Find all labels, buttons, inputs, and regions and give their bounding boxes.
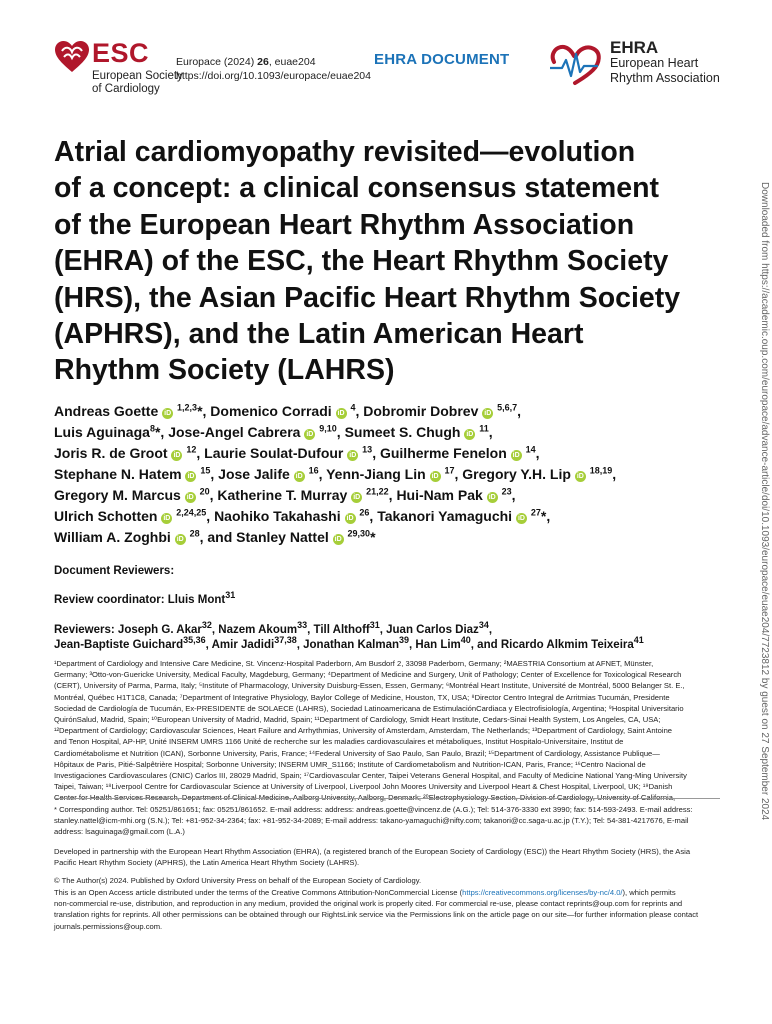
title-line: Rhythm Society (LAHRS) (54, 354, 395, 387)
corresponding-author-note (54, 804, 720, 838)
author-affiliation-sup: 14 (525, 444, 536, 455)
author-name[interactable]: Joris R. de Groot (54, 445, 168, 461)
reviewer-sup: 32 (201, 620, 212, 631)
footnote-divider (54, 798, 720, 799)
license-line: non-commercial re-use, distribution, and reproduction in any medium, provided the original work is properly cited. For commercial re-use, please contact reprints@oup.com for reprints and (54, 899, 683, 909)
article-title (54, 134, 714, 389)
orcid-icon[interactable]: iD (334, 536, 342, 543)
reviewers-list (54, 620, 714, 653)
affiliation-line: Hôpitaux de Paris, Pitié-Salpêtrière Hospital; Sorbonne University; INSERM UMR_S1166; Institute of Cardiometabolism and Nutrition-ICAN, Paris, France; ¹⁶Centro Nacional de (54, 759, 646, 769)
reviewer-text: , Nazem Akoum (211, 624, 298, 636)
orcid-icon[interactable]: iD (306, 431, 314, 438)
author-separator: , (355, 403, 364, 419)
review-coordinator-sup: 31 (225, 590, 236, 601)
download-watermark (760, 182, 772, 917)
reviewer-text: , Han Lim (409, 639, 461, 651)
reviewer-text: Jean-Baptiste Guichard (54, 639, 184, 651)
reviewer-sup: 31 (369, 620, 380, 631)
esc-subtitle-line: of Cardiology (92, 83, 160, 95)
author-affiliation-sup: 20 (199, 486, 210, 497)
author-separator: *, (540, 508, 551, 524)
reviewer-sup: 39 (399, 635, 410, 646)
orcid-icon[interactable]: iD (488, 494, 496, 501)
author-affiliation-sup: 21,22 (366, 486, 389, 497)
author-separator: , (535, 445, 540, 461)
author-name[interactable]: Naohiko Takahashi (214, 508, 341, 524)
author-name[interactable]: Dobromir Dobrev (363, 403, 479, 419)
author-separator: , and (199, 529, 237, 545)
orcid-icon[interactable]: iD (186, 494, 194, 501)
orcid-icon[interactable]: iD (512, 452, 520, 459)
author-name[interactable]: Laurie Soulat-Dufour (204, 445, 344, 461)
footnote-line: Developed in partnership with the European Heart Rhythm Association (EHRA), (a registered branch of the European Society of Cardiology (ESC)) the Heart Rhythm Society (HRS), the Asia (54, 847, 691, 856)
author-separator: , (517, 403, 522, 419)
author-affiliation-sup: 29,30 (347, 528, 371, 539)
reviewer-text: , Till Althoff (307, 624, 370, 636)
orcid-icon[interactable]: iD (484, 410, 492, 417)
author-affiliation-sup: 16 (308, 465, 319, 476)
author-name[interactable]: Stanley Nattel (236, 529, 329, 545)
author-separator: , (209, 487, 218, 503)
author-name[interactable]: William A. Zoghbi (54, 529, 171, 545)
author-name[interactable]: Sumeet S. Chugh (344, 424, 461, 440)
orcid-icon[interactable]: iD (576, 473, 584, 480)
orcid-icon[interactable]: iD (353, 494, 361, 501)
orcid-icon[interactable]: iD (295, 473, 303, 480)
reviewer-sup: 33 (297, 620, 308, 631)
footnote-line: * Corresponding author. Tel: 05251/861651; fax: 05251/861652. E-mail address: address: andreas.goette@vincenz.de (A.G.); Tel: 514-376-3330 ext 3990; fax: 514-593-2493. E-mail address: (54, 805, 693, 814)
author-name[interactable]: Andreas Goette (54, 403, 159, 419)
author-separator: , (372, 445, 380, 461)
orcid-icon[interactable]: iD (517, 515, 525, 522)
affiliation-line: ¹²Department of Cardiology; Cardiovascular Sciences, Heart Failure and Arrhythmias, University of Amsterdam, Amsterdam, The Netherlands; ¹³Department of Cardiology, Saint Antoine (54, 726, 673, 736)
ehra-subtitle-line: Rhythm Association (610, 70, 720, 85)
author-name[interactable]: Domenico Corradi (210, 403, 332, 419)
title-line: (APHRS), and the Latin American Heart (54, 318, 584, 351)
author-separator: , (336, 424, 345, 440)
copyright-note (54, 875, 720, 886)
author-name[interactable]: Yenn-Jiang Lin (326, 466, 426, 482)
license-note (54, 887, 720, 932)
author-affiliation-sup: 1,2,3 (177, 402, 198, 413)
orcid-icon[interactable]: iD (349, 452, 357, 459)
review-coordinator (54, 590, 236, 606)
license-text: ), which permits (622, 888, 676, 897)
affiliations (54, 658, 720, 804)
author-separator: , (454, 466, 463, 482)
author-list (54, 401, 714, 548)
journal-issue: , euae204 (268, 56, 316, 68)
author-affiliation-sup: 13 (362, 444, 373, 455)
journal-doi-link[interactable]: https://doi.org/10.1093/europace/euae204 (176, 70, 371, 82)
author-name[interactable]: Hui-Nam Pak (396, 487, 483, 503)
journal-volume: 26 (257, 56, 269, 68)
reviewer-sup: 35,36 (183, 635, 206, 646)
reviewer-sup: 40 (460, 635, 471, 646)
author-name[interactable]: Luis Aguinaga (54, 424, 150, 440)
license-text: This is an Open Access article distributed under the terms of the Creative Commons Attribution-NonCommercial License ( (54, 888, 463, 897)
author-separator: , (488, 424, 493, 440)
title-line: of the European Heart Rhythm Association (54, 208, 635, 241)
esc-heart-icon (54, 40, 90, 74)
author-affiliation-sup: 27 (530, 507, 541, 518)
author-affiliation-sup: 11 (479, 423, 489, 434)
author-affiliation-sup: 5,6,7 (497, 402, 518, 413)
license-line: translation rights for reprints. All other permissions can be obtained through our RightsLink service via the Permissions link on the article page on our site—for further information please contact (54, 910, 699, 920)
document-type-label: EHRA DOCUMENT (374, 51, 510, 68)
ehra-wordmark: EHRA (610, 38, 659, 57)
author-separator: , (612, 466, 617, 482)
affiliation-line: Sociedad de Cardiología de Tucumán, Ex-PRESIDENTE de SOLAECE (LAHRS), Sociedad Latinoamericana de EstimulaciónCardiaca y Electrofisiología, Argentina; ⁹Hospital Universitario (54, 703, 684, 713)
journal-name: Europace (2024) (176, 56, 258, 68)
orcid-icon[interactable]: iD (163, 515, 171, 522)
license-line: journals.permissions@oup.com. (54, 921, 163, 931)
affiliation-line: Germany; ³Otto-von-Guericke University, Medical Faculty, Magdeburg, Germany; ⁴Department of Medicine and Surgery, Unit of Pathology; Center of Excellence for Toxicological Research (54, 670, 682, 680)
author-separator: , (206, 508, 215, 524)
journal-citation (176, 55, 371, 83)
reviewer-text: , Jonathan Kalman (296, 639, 399, 651)
author-separator: , (511, 487, 516, 503)
reviewer-sup: 41 (633, 635, 644, 646)
author-affiliation-sup: 12 (186, 444, 197, 455)
orcid-icon[interactable]: iD (337, 410, 345, 417)
author-affiliation-sup: 18,19 (589, 465, 613, 476)
author-name[interactable]: Gregory M. Marcus (54, 487, 181, 503)
reviewer-text: , (488, 624, 493, 636)
affiliation-line: and Tenon Hospital, AP-HP, Unité INSERM UMRS 1166 Unité de recherche sur les maladies cardiovasculaires et métaboliques, Institut Hospitalo-Universitaire, Institut de (54, 737, 624, 747)
title-line: of a concept: a clinical consensus statement (54, 172, 660, 205)
author-affiliation-sup: 9,10 (319, 423, 337, 434)
reviewer-text: , Amir Jadidi (205, 639, 275, 651)
document-reviewers-heading: Document Reviewers: (54, 565, 175, 577)
copyright-line: © The Author(s) 2024. Published by Oxford University Press on behalf of the European Society of Cardiology. (54, 876, 422, 885)
orcid-icon[interactable]: iD (164, 410, 172, 417)
author-name[interactable]: Guilherme Fenelon (379, 445, 507, 461)
author-separator: , (210, 466, 219, 482)
affiliation-line: (CERT), University of Parma, Parma, Italy; ⁵Institute of Pharmacology, University Duisburg-Essen, Essen, Germany; ⁶Montréal Heart Institute, Université de Montréal, 5000 Belanger St. E., (54, 681, 685, 691)
ehra-logo (548, 38, 720, 94)
title-line: (EHRA) of the ESC, the Heart Rhythm Society (54, 245, 669, 278)
affiliation-line: Center for Health Services Research, Department of Clinical Medicine, Aalborg University, Aalborg, Denmark; ²⁰Electrophysiology Section, Division of Cardiology, University of California, (54, 793, 676, 803)
orcid-icon[interactable]: iD (346, 515, 354, 522)
affiliation-line: QuirónSalud, Madrid, Spain; ¹⁰European University of Madrid, Madrid, Spain; ¹¹Department of Cardiology, Smidt Heart Institute, Cedars-Sinai Health System, Los Angeles, CA, USA; (54, 715, 661, 725)
ehra-subtitle-line: European Heart (610, 56, 699, 70)
author-name[interactable]: Takanori Yamaguchi (377, 508, 513, 524)
author-name[interactable]: Gregory Y.H. Lip (462, 466, 571, 482)
author-affiliation-sup: 8 (149, 423, 155, 434)
author-separator: , (369, 508, 378, 524)
affiliation-line: Cardiométabolisme et Nutrition (ICAN), Sorbonne University, Paris, France; ¹⁴Federal University of Sao Paulo, San Paulo, Brazil; ¹⁵Department of Cardiology, Assistance Publique— (54, 748, 660, 758)
author-affiliation-sup: 26 (359, 507, 370, 518)
developed-note (54, 846, 720, 868)
author-separator: * (370, 529, 376, 545)
title-line: (HRS), the Asian Pacific Heart Rhythm Society (54, 281, 681, 314)
author-separator: , (318, 466, 327, 482)
affiliation-line: Investigaciones Cardiovasculares (CNIC) Carlos III, 28029 Madrid, Spain; ¹⁷Cardiovascular Center, Taipei Veterans General Hospital, and Faculty of Medicine National Yang-Ming University (54, 771, 687, 781)
esc-wordmark: ESC (92, 38, 150, 68)
author-separator: , (196, 445, 205, 461)
reviewer-text: Reviewers: Joseph G. Akar (54, 624, 202, 636)
author-separator: *, (154, 424, 169, 440)
author-affiliation-sup: 2,24,25 (176, 507, 207, 518)
author-separator: , (388, 487, 397, 503)
author-name[interactable]: Jose Jalife (218, 466, 290, 482)
orcid-icon[interactable]: iD (431, 473, 439, 480)
review-coordinator-name: Review coordinator: Lluis Mont (54, 594, 226, 606)
author-name[interactable]: Ulrich Schotten (54, 508, 158, 524)
author-affiliation-sup: 4 (350, 402, 356, 413)
author-name[interactable]: Stephane N. Hatem (54, 466, 182, 482)
footnote-line: address: lsaguinaga@gmail.com (L.A.) (54, 827, 185, 837)
orcid-icon[interactable]: iD (176, 536, 184, 543)
ehra-subtitle (610, 56, 730, 85)
author-affiliation-sup: 17 (444, 465, 455, 476)
title-line: Atrial cardiomyopathy revisited—evolution (54, 136, 636, 168)
author-name[interactable]: Jose-Angel Cabrera (168, 424, 301, 440)
affiliation-line: Taipei, Taiwan; ¹⁸Liverpool Centre for Cardiovascular Science at University of Liverpool, Liverpool John Moores University and Liverpool Heart & Chest Hospital, Liverpool, UK; ¹⁹Danish (54, 782, 673, 792)
reviewer-text: , Juan Carlos Diaz (379, 624, 479, 636)
orcid-icon[interactable]: iD (466, 431, 474, 438)
license-link[interactable]: https://creativecommons.org/licenses/by-nc/4.0/ (462, 888, 623, 897)
author-affiliation-sup: 15 (200, 465, 211, 476)
author-affiliation-sup: 28 (189, 528, 200, 539)
reviewer-sup: 37,38 (274, 635, 297, 646)
footnote-line: Pacific Heart Rhythm Society (APHRS), the Latin America Heart Rhythm Society (LAHRS). (54, 858, 360, 868)
reviewer-text: , and Ricardo Alkmim Teixeira (470, 639, 634, 651)
ehra-heart-rhythm-icon (548, 44, 602, 84)
orcid-icon[interactable]: iD (173, 452, 181, 459)
affiliation-line: Montréal, Québec H1T1C8, Canada; ⁷Department of Integrative Physiology, Baylor College of Medicine, Houston, TX, USA; ⁸Director Centro Integral de Arritmias Tucumán, Presidente (54, 692, 670, 702)
download-watermark-text: Downloaded from https://academic.oup.com/europace/advance-article/doi/10.1093/europace/euae204/7723812 by guest on 27 September 2024 (759, 182, 770, 821)
author-affiliation-sup: 23 (501, 486, 512, 497)
author-name[interactable]: Katherine T. Murray (217, 487, 348, 503)
footnote-line: stanley.nattel@icm-mhi.org (S.N.); Tel: +81-952-34-2364; fax: +81-952-34-2089; E-mail address: takano-yamaguchi@nifty.com; takanori@cc.saga-u.ac.jp (T.Y.); Tel: 54-381-4217676, E-mail (54, 816, 689, 826)
reviewer-sup: 34 (478, 620, 489, 631)
orcid-icon[interactable]: iD (187, 473, 195, 480)
esc-subtitle-line: European Society (92, 70, 183, 82)
author-separator: *, (197, 403, 211, 419)
affiliation-line: ¹Department of Cardiology and Intensive Care Medicine, St. Vincenz-Hospital Paderborn, Am Busdorf 2, 33098 Paderborn, Germany; ²MAESTRIA Consortium at AFNET, Münster, (54, 659, 654, 668)
